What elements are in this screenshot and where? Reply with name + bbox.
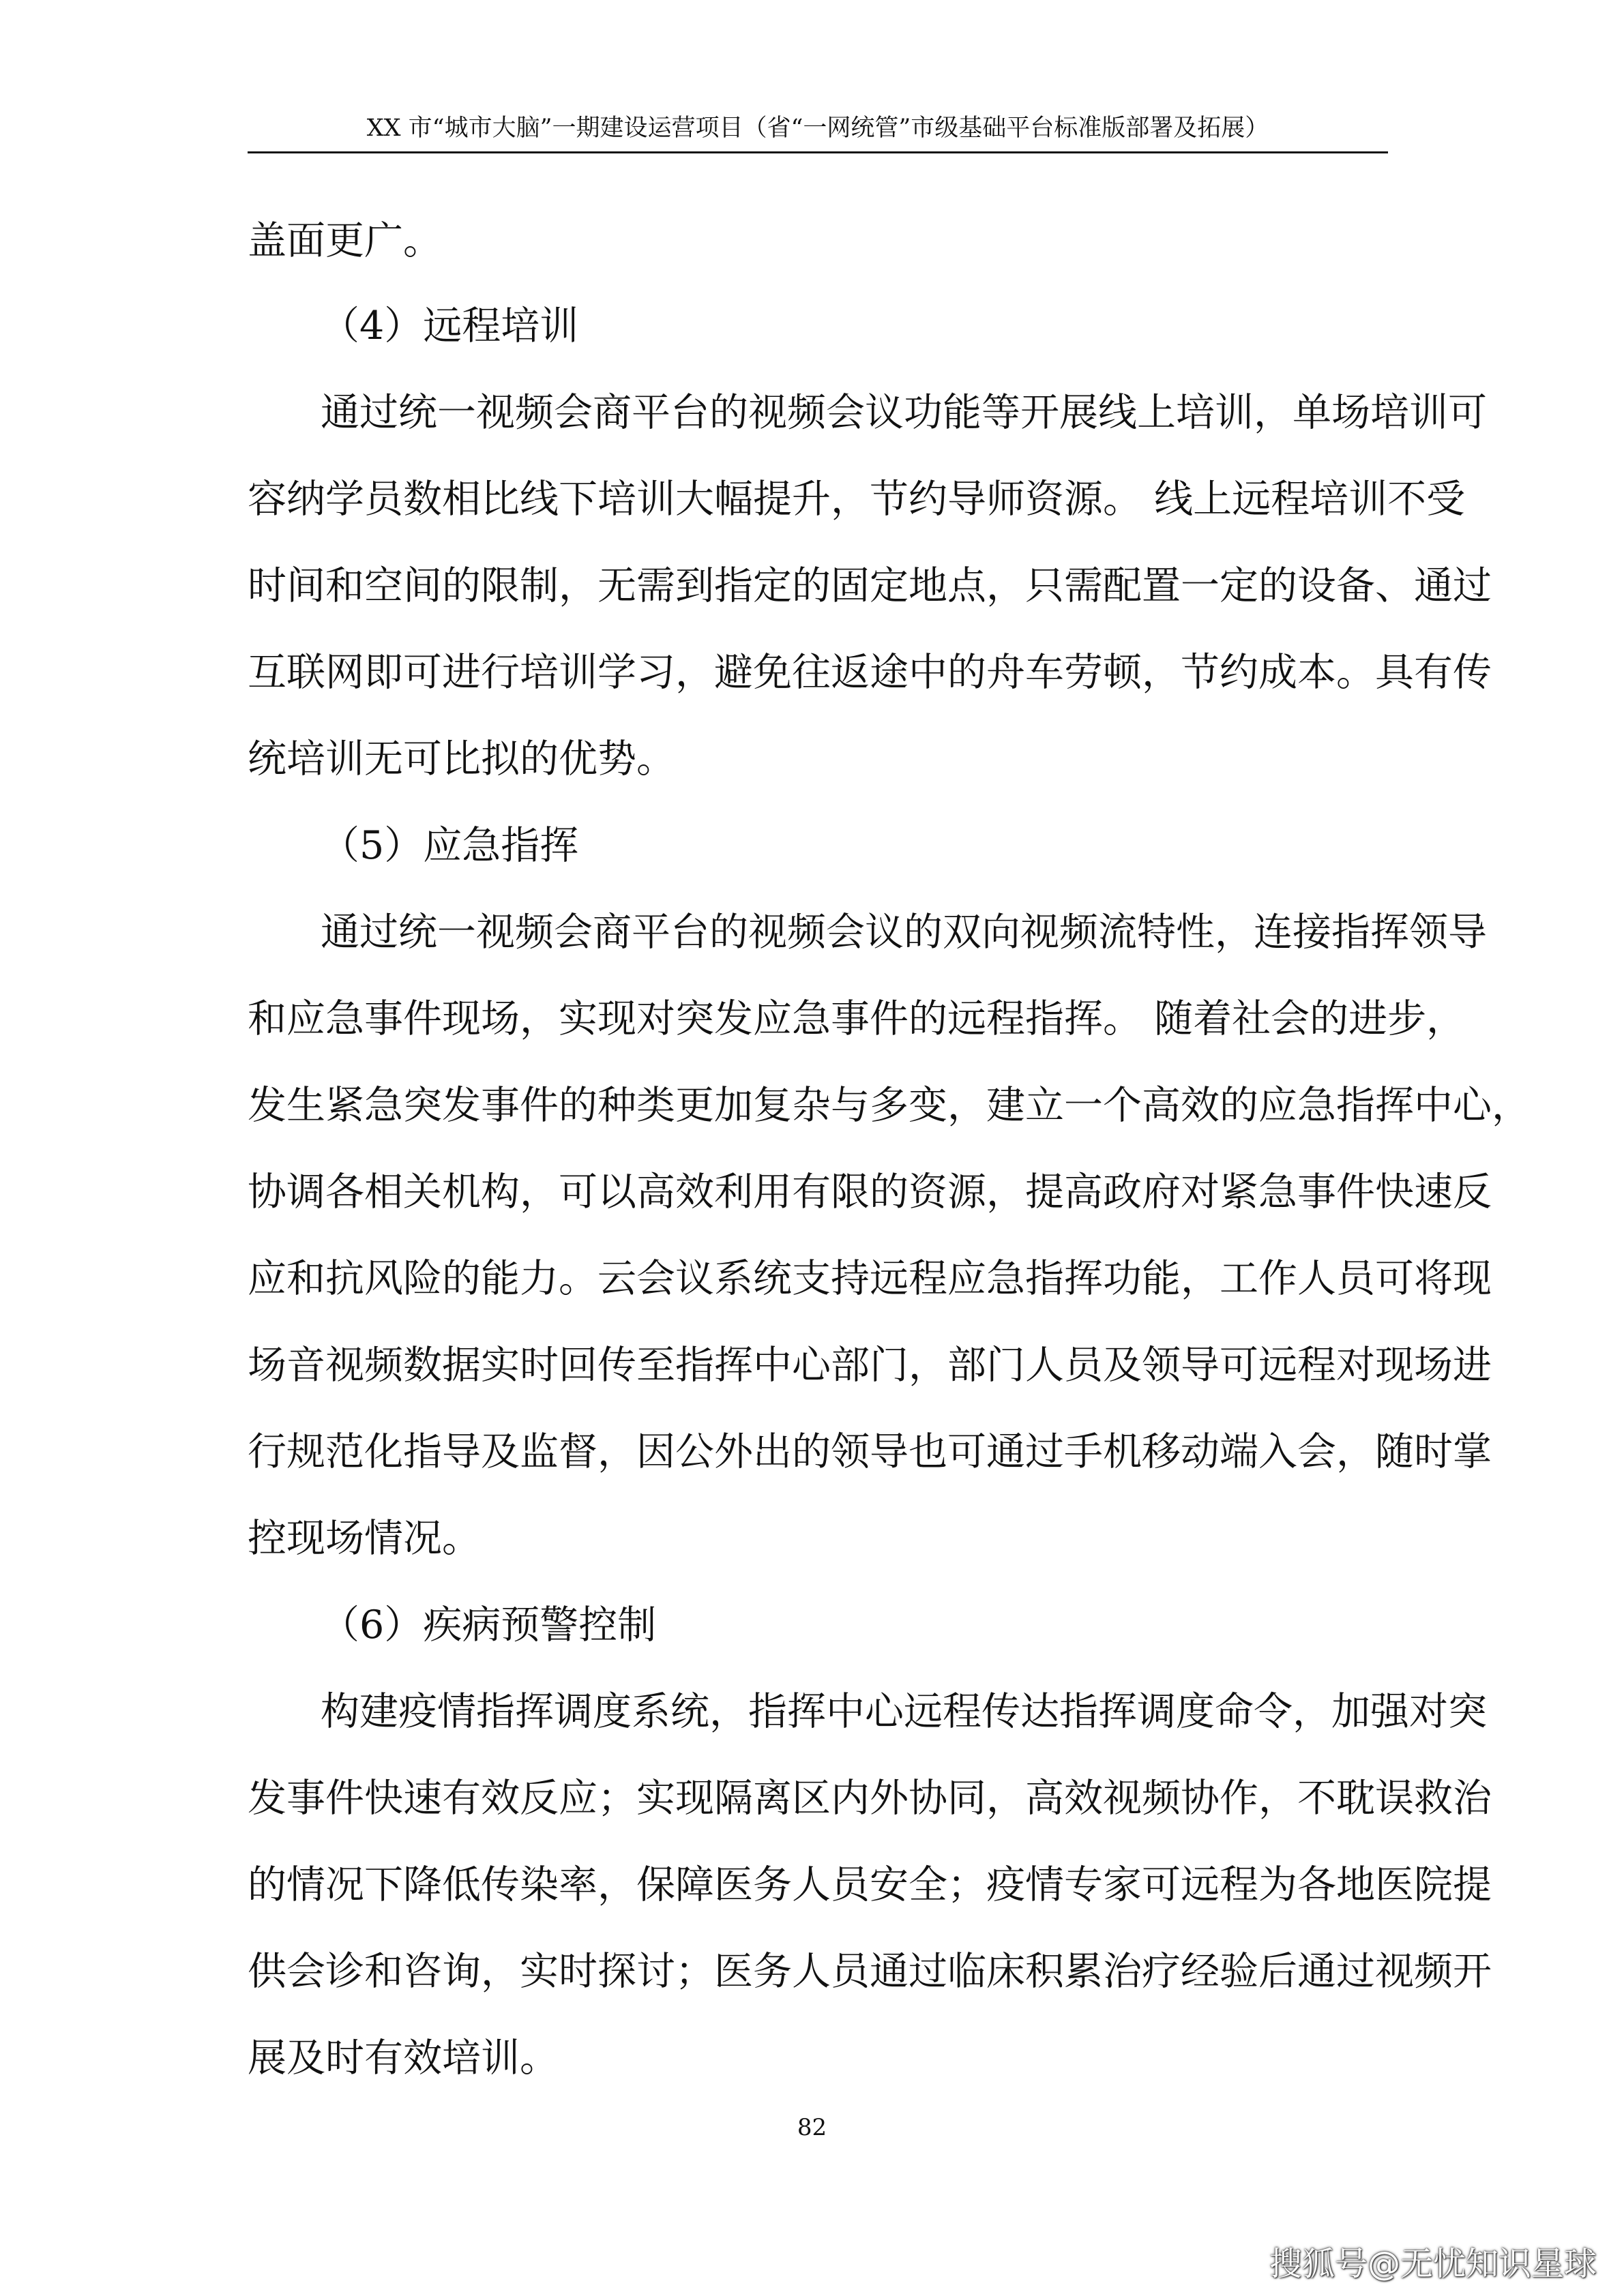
watermark: 搜狐号@无忧知识星球 (1269, 2245, 1597, 2283)
running-header: XX 市“城市大脑”一期建设运营项目（省“一网统管”市级基础平台标准版部署及拓展） (366, 115, 1269, 142)
body-line: 构建疫情指挥调度系统，指挥中心远程传达指挥调度命令，加强对突 (321, 1689, 1487, 1734)
page-number: 82 (797, 2114, 827, 2141)
section-heading-remote-training: （4）远程培训 (321, 303, 579, 348)
body-line: 控现场情况。 (248, 1516, 481, 1561)
body-line: 时间和空间的限制，无需到指定的固定地点，只需配置一定的设备、通过 (248, 563, 1492, 608)
body-line: 互联网即可进行培训学习，避免往返途中的舟车劳顿，节约成本。具有传 (248, 650, 1492, 695)
body-line: 的情况下降低传染率，保障医务人员安全；疫情专家可远程为各地医院提 (248, 1862, 1492, 1907)
body-line: 通过统一视频会商平台的视频会议功能等开展线上培训，单场培训可 (321, 390, 1487, 435)
body-line: 供会诊和咨询，实时探讨；医务人员通过临床积累治疗经验后通过视频开 (248, 1949, 1492, 1994)
body-line: 通过统一视频会商平台的视频会议的双向视频流特性，连接指挥领导 (321, 910, 1487, 955)
body-line: 发生紧急突发事件的种类更加复杂与多变，建立一个高效的应急指挥中心， (248, 1083, 1531, 1128)
body-line: 容纳学员数相比线下培训大幅提升，节约导师资源。 线上远程培训不受 (248, 477, 1466, 522)
section-heading-disease-warning: （6）疾病预警控制 (321, 1602, 657, 1648)
body-line: 统培训无可比拟的优势。 (248, 736, 675, 781)
header-divider (248, 151, 1388, 153)
body-line: 发事件快速有效反应；实现隔离区内外协同，高效视频协作，不耽误救治 (248, 1776, 1492, 1821)
section-heading-emergency-command: （5）应急指挥 (321, 823, 579, 868)
body-line: 应和抗风险的能力。云会议系统支持远程应急指挥功能，工作人员可将现 (248, 1256, 1492, 1301)
body-line: 协调各相关机构，可以高效利用有限的资源，提高政府对紧急事件快速反 (248, 1169, 1492, 1214)
body-line: 场音视频数据实时回传至指挥中心部门，部门人员及领导可远程对现场进 (248, 1343, 1492, 1388)
body-line: 展及时有效培训。 (248, 2036, 559, 2081)
body-line: 盖面更广。 (248, 218, 442, 263)
body-line: 行规范化指导及监督，因公外出的领导也可通过手机移动端入会，随时掌 (248, 1429, 1492, 1474)
body-line: 和应急事件现场，实现对突发应急事件的远程指挥。 随着社会的进步， (248, 996, 1466, 1041)
